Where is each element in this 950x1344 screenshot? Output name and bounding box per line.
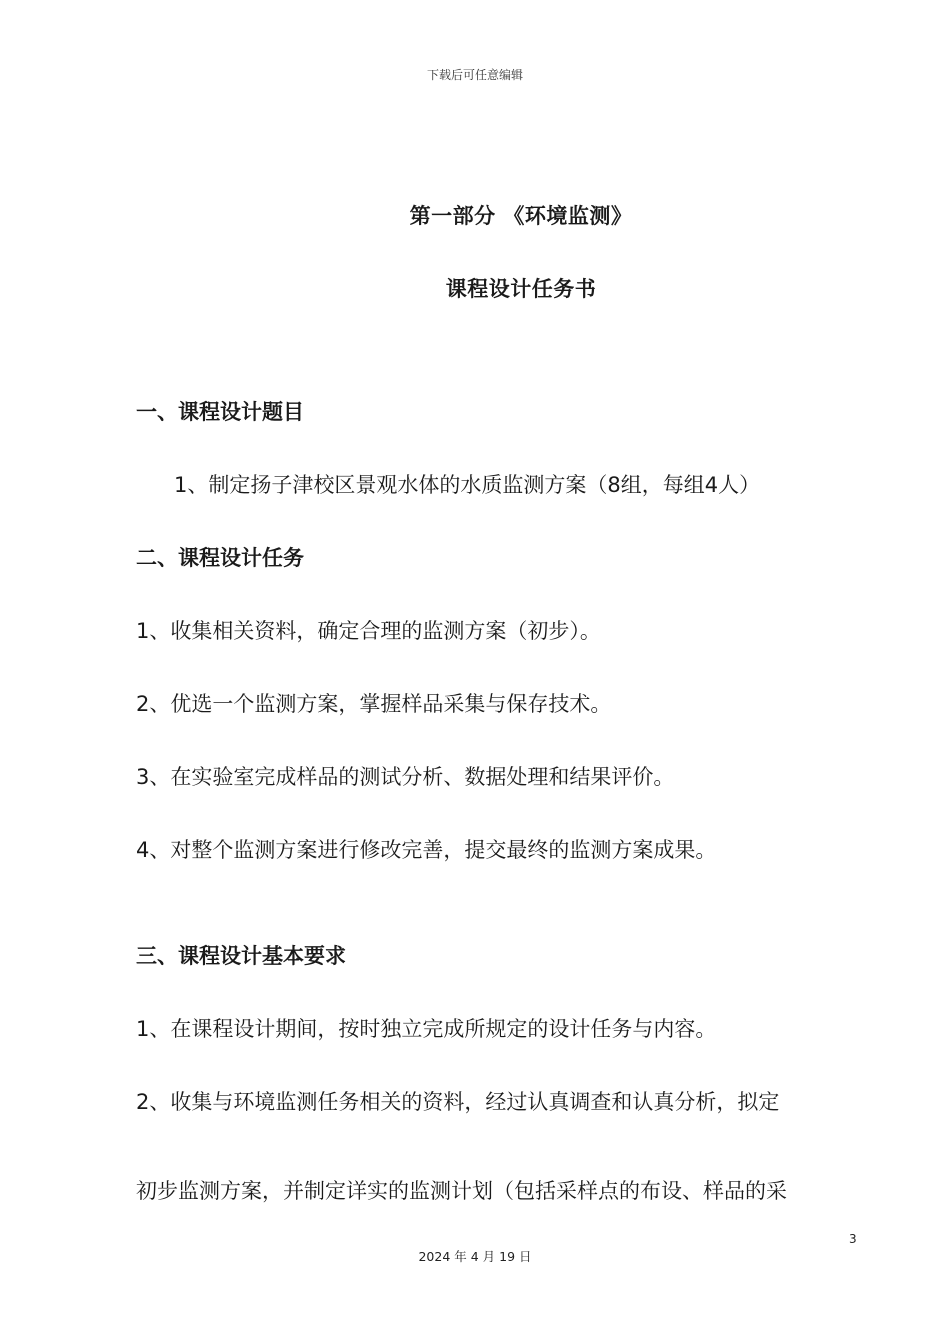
list-item: 3、在实验室完成样品的测试分析、数据处理和结果评价。 (136, 765, 675, 789)
header-note: 下载后可任意编辑 (426, 68, 523, 82)
document-subtitle: 课程设计任务书 (445, 277, 597, 301)
section-heading-tasks: 二、课程设计任务 (136, 546, 304, 570)
section-heading-requirements: 三、课程设计基本要求 (136, 944, 346, 968)
list-item: 2、收集与环境监测任务相关的资料，经过认真调查和认真分析，拟定 (136, 1090, 780, 1114)
list-item-continuation: 初步监测方案，并制定详实的监测计划（包括采样点的布设、样品的采 (136, 1179, 787, 1203)
section-heading-topic: 一、课程设计题目 (136, 400, 304, 424)
list-item: 1、制定扬子津校区景观水体的水质监测方案（8组，每组4人） (174, 473, 761, 497)
footer-date: 2024 年 4 月 19 日 (418, 1249, 532, 1264)
list-item: 1、收集相关资料，确定合理的监测方案（初步）。 (136, 619, 601, 643)
list-item: 4、对整个监测方案进行修改完善，提交最终的监测方案成果。 (136, 838, 717, 862)
document-title: 第一部分 《环境监测》 (409, 204, 633, 228)
list-item: 2、优选一个监测方案，掌握样品采集与保存技术。 (136, 692, 612, 716)
list-item: 1、在课程设计期间，按时独立完成所规定的设计任务与内容。 (136, 1017, 717, 1041)
page-number: 3 (849, 1232, 857, 1246)
